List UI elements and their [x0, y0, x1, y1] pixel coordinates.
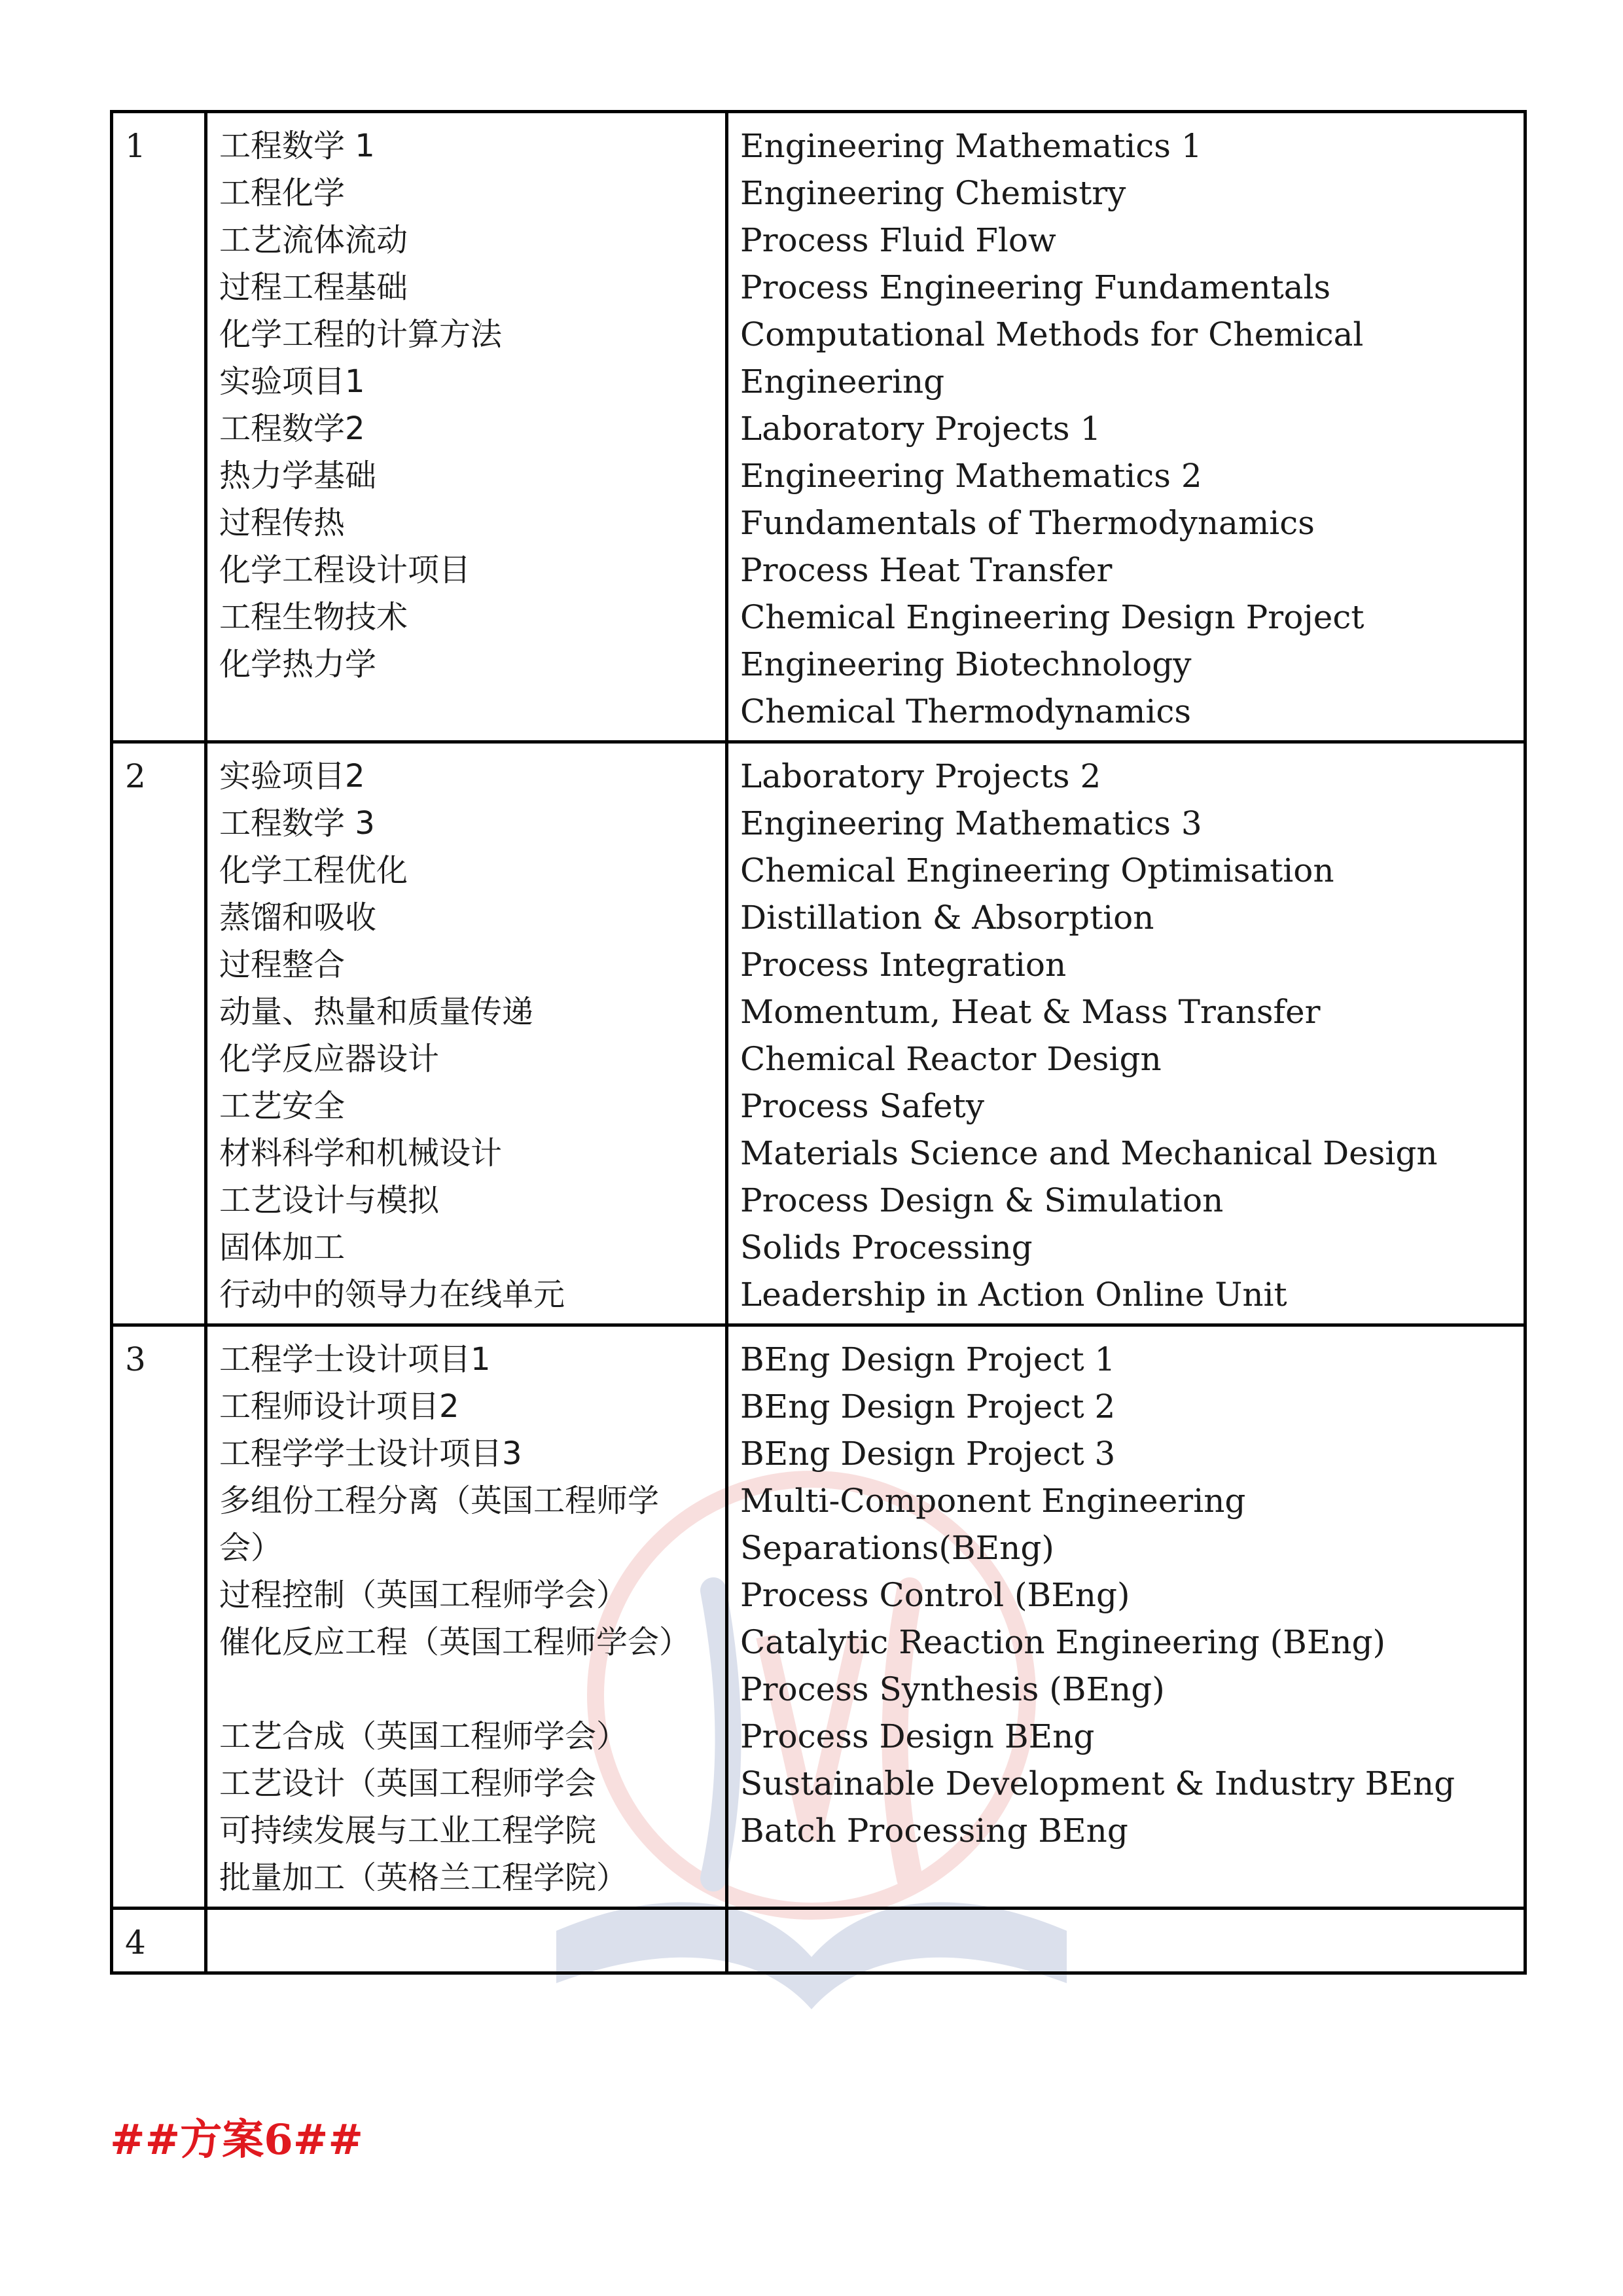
list-item: 过程传热	[219, 505, 346, 541]
list-item: 多组份工程分离（英国工程师学	[219, 1482, 660, 1519]
list-item: 工艺流体流动	[219, 222, 408, 259]
list-item: 热力学基础	[219, 457, 377, 494]
table-row	[112, 1325, 1525, 1909]
list-item: Process Design & Simulation	[740, 1181, 1224, 1219]
list-item: Momentum, Heat & Mass Transfer	[740, 993, 1321, 1031]
chinese-course-list	[206, 1909, 727, 1973]
list-item: 工艺设计与模拟	[219, 1182, 440, 1219]
list-item: Process Synthesis (BEng)	[740, 1670, 1165, 1708]
list-item: Engineering Mathematics 1	[740, 127, 1202, 165]
plan-title: ##方案6##	[110, 2115, 364, 2164]
list-item: Engineering Chemistry	[740, 174, 1126, 212]
list-item: Solids Processing	[740, 1229, 1033, 1266]
list-item: Laboratory Projects 1	[740, 410, 1101, 448]
list-item: 化学工程的计算方法	[219, 316, 503, 353]
english-course-list	[727, 1909, 1525, 1973]
list-item: 批量加工（英格兰工程学院）	[219, 1859, 628, 1896]
year-cell: 2	[112, 742, 206, 1325]
list-item: Computational Methods for Chemical	[740, 315, 1364, 353]
list-item: 化学热力学	[219, 646, 377, 683]
list-item: Chemical Reactor Design	[740, 1040, 1162, 1078]
list-item: BEng Design Project 2	[740, 1388, 1116, 1426]
list-item: Process Heat Transfer	[740, 551, 1113, 589]
list-item: 实验项目2	[219, 758, 365, 795]
table-row	[112, 112, 1525, 742]
list-item: Materials Science and Mechanical Design	[740, 1134, 1438, 1172]
list-item: 工程化学	[219, 175, 346, 211]
list-item: 实验项目1	[219, 363, 365, 400]
list-item: Process Control (BEng)	[740, 1576, 1130, 1614]
year-cell: 1	[112, 112, 206, 742]
list-item: 催化反应工程（英国工程师学会）	[219, 1624, 691, 1660]
list-item: Process Engineering Fundamentals	[740, 268, 1331, 306]
list-item: 工艺设计（英国工程师学会	[219, 1765, 597, 1802]
list-item: 材料科学和机械设计	[219, 1135, 503, 1172]
list-item: Engineering	[740, 363, 945, 401]
list-item: 工艺合成（英国工程师学会）	[219, 1718, 628, 1755]
list-item: Process Integration	[740, 946, 1067, 984]
list-item: 工程数学 3	[219, 805, 375, 842]
chinese-course-list	[206, 112, 727, 742]
list-item: Process Design BEng	[740, 1717, 1095, 1755]
year-cell: 4	[112, 1909, 206, 1973]
english-course-list	[727, 1325, 1525, 1909]
list-item: Separations(BEng)	[740, 1529, 1054, 1567]
chinese-course-list	[206, 1325, 727, 1909]
chinese-course-list	[206, 742, 727, 1325]
list-item: Engineering Mathematics 2	[740, 457, 1202, 495]
list-item: 蒸馏和吸收	[219, 899, 377, 936]
list-item: Batch Processing BEng	[740, 1812, 1128, 1850]
english-course-list	[727, 112, 1525, 742]
list-item: 固体加工	[219, 1229, 346, 1266]
list-item: 化学工程优化	[219, 852, 408, 889]
list-item: BEng Design Project 1	[740, 1340, 1116, 1378]
list-item: 工程数学2	[219, 410, 365, 447]
list-item: Catalytic Reaction Engineering (BEng)	[740, 1623, 1386, 1661]
list-item: Chemical Engineering Design Project	[740, 598, 1364, 636]
table-row	[112, 742, 1525, 1325]
list-item: 化学工程设计项目	[219, 552, 471, 588]
list-item: Multi-Component Engineering	[740, 1482, 1246, 1520]
list-item: 工艺安全	[219, 1088, 346, 1124]
list-item: Chemical Engineering Optimisation	[740, 852, 1334, 889]
list-item: Laboratory Projects 2	[740, 757, 1101, 795]
list-item: Process Fluid Flow	[740, 221, 1056, 259]
list-item: 工程学士设计项目1	[219, 1341, 491, 1378]
list-item: Distillation & Absorption	[740, 899, 1154, 937]
list-item: Engineering Mathematics 3	[740, 804, 1202, 842]
list-item: 过程工程基础	[219, 269, 408, 306]
course-table	[110, 110, 1527, 1975]
list-item: 工程生物技术	[219, 599, 408, 636]
list-item: Process Safety	[740, 1087, 984, 1125]
list-item: 动量、热量和质量传递	[219, 994, 534, 1030]
list-item: 工程数学 1	[219, 128, 375, 164]
blank-line	[219, 1666, 713, 1713]
table-row	[112, 1909, 1525, 1973]
list-item: 会）	[219, 1530, 283, 1566]
list-item: 工程学学士设计项目3	[219, 1435, 522, 1472]
english-course-list	[727, 742, 1525, 1325]
list-item: 工程师设计项目2	[219, 1388, 459, 1425]
list-item: 过程整合	[219, 946, 346, 983]
list-item: 化学反应器设计	[219, 1041, 440, 1077]
list-item: Fundamentals of Thermodynamics	[740, 504, 1315, 542]
list-item: BEng Design Project 3	[740, 1435, 1116, 1473]
year-cell: 3	[112, 1325, 206, 1909]
list-item: Engineering Biotechnology	[740, 645, 1192, 683]
list-item: Sustainable Development & Industry BEng	[740, 1765, 1455, 1803]
list-item: 可持续发展与工业工程学院	[219, 1812, 597, 1849]
list-item: Leadership in Action Online Unit	[740, 1276, 1287, 1314]
list-item: Chemical Thermodynamics	[740, 692, 1192, 730]
list-item: 行动中的领导力在线单元	[219, 1276, 565, 1313]
list-item: 过程控制（英国工程师学会）	[219, 1577, 628, 1613]
